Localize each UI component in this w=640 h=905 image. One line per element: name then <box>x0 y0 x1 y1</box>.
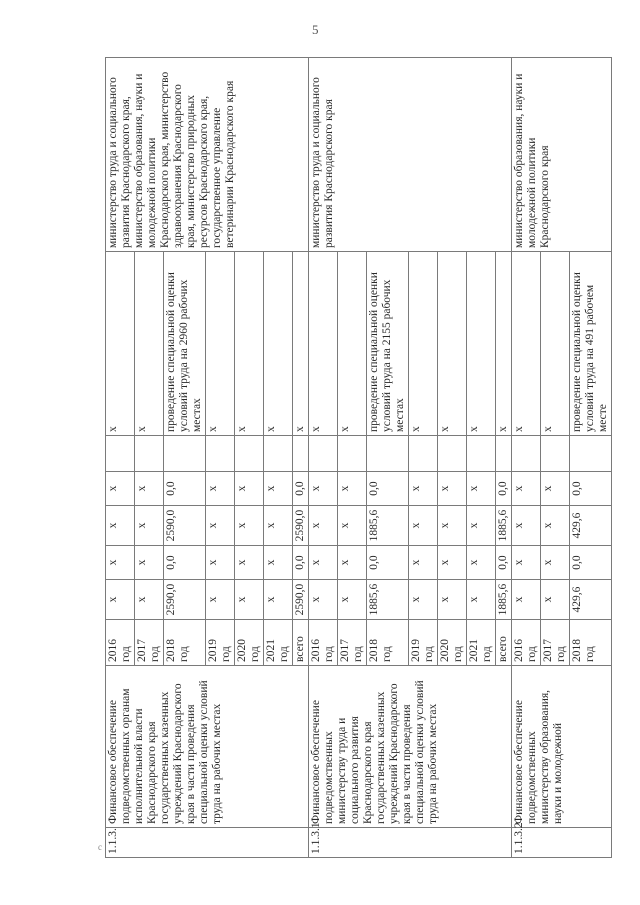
total-amount-cell: x <box>512 580 541 620</box>
activity-name-cell: Финансовое обеспечение подведомственных министерству образования, науки и молодежной <box>512 666 612 828</box>
regional-amount-cell: 1885,6 <box>496 506 512 546</box>
federal-amount-cell: x <box>438 546 467 580</box>
executor-cell: министерство труда и социального развития Краснодарского края <box>309 58 512 252</box>
indicator-cell: x <box>438 252 467 436</box>
empty-cell <box>106 436 135 472</box>
regional-amount-cell: x <box>206 506 235 546</box>
total-amount-cell: 1885,6 <box>496 580 512 620</box>
regional-amount-cell: x <box>135 506 164 546</box>
other-amount-cell: x <box>206 472 235 506</box>
regional-amount-cell: x <box>467 506 496 546</box>
corner-mark: c <box>98 842 102 852</box>
empty-cell <box>496 436 512 472</box>
federal-amount-cell: x <box>309 546 338 580</box>
regional-amount-cell: x <box>264 506 293 546</box>
total-amount-cell: x <box>409 580 438 620</box>
indicator-cell: x <box>235 252 264 436</box>
table-body <box>106 58 612 858</box>
regional-amount-cell: x <box>541 506 570 546</box>
empty-cell <box>206 436 235 472</box>
regional-amount-cell: 429,6 <box>570 506 612 546</box>
regional-amount-cell: x <box>438 506 467 546</box>
year-cell: 2019 год <box>206 620 235 666</box>
federal-amount-cell: 0,0 <box>293 546 309 580</box>
empty-cell <box>135 436 164 472</box>
year-cell: 2020 год <box>438 620 467 666</box>
federal-amount-cell: 0,0 <box>164 546 206 580</box>
activity-name-cell: Финансовое обеспечение подведомственных министерству труда и социального развития Краснодарского края государственных казенных учреждений Краснодарского края в части проведения специальной оценки условий труда на рабочих местах <box>309 666 512 828</box>
indicator-cell: x <box>338 252 367 436</box>
empty-cell <box>367 436 409 472</box>
indicator-cell: x <box>309 252 338 436</box>
regional-amount-cell: x <box>409 506 438 546</box>
other-amount-cell: x <box>309 472 338 506</box>
empty-cell <box>309 436 338 472</box>
federal-amount-cell: x <box>512 546 541 580</box>
regional-amount-cell: x <box>235 506 264 546</box>
executor-cell: министерство труда и социального развития Краснодарского края, министерство образования, науки и молодежной политики Краснодарского края, министерство здравоохранения Краснодарского края, министерство природных ресурсов Краснодарского края, государственное управление ветеринарии Краснодарского края <box>106 58 309 252</box>
federal-amount-cell: 0,0 <box>570 546 612 580</box>
empty-cell <box>570 436 612 472</box>
other-amount-cell: x <box>264 472 293 506</box>
federal-amount-cell: 0,0 <box>367 546 409 580</box>
year-cell: 2021 год <box>264 620 293 666</box>
other-amount-cell: 0,0 <box>164 472 206 506</box>
total-amount-cell: x <box>235 580 264 620</box>
year-cell: 2016 год <box>512 620 541 666</box>
indicator-cell: проведение специальной оценки условий труда на 2960 рабочих местах <box>164 252 206 436</box>
year-cell: 2018 год <box>164 620 206 666</box>
regional-amount-cell: x <box>106 506 135 546</box>
empty-cell <box>338 436 367 472</box>
other-amount-cell: x <box>338 472 367 506</box>
other-amount-cell: x <box>541 472 570 506</box>
total-amount-cell: x <box>338 580 367 620</box>
federal-amount-cell: x <box>264 546 293 580</box>
indicator-cell: x <box>541 252 570 436</box>
empty-cell <box>164 436 206 472</box>
indicator-cell: x <box>512 252 541 436</box>
indicator-cell: x <box>106 252 135 436</box>
regional-amount-cell: x <box>512 506 541 546</box>
empty-cell <box>264 436 293 472</box>
empty-cell <box>409 436 438 472</box>
federal-amount-cell: 0,0 <box>496 546 512 580</box>
activity-name-cell: Финансовое обеспечение подведомственных органам исполнительной власти Краснодарского края государственных казенных учреждений Краснодарского края в части проведения специальной оценки условий труда на рабочих местах <box>106 666 309 828</box>
regional-amount-cell: x <box>309 506 338 546</box>
year-cell: 2017 год <box>338 620 367 666</box>
year-cell: 2016 год <box>309 620 338 666</box>
indicator-cell: x <box>264 252 293 436</box>
total-amount-cell: x <box>541 580 570 620</box>
other-amount-cell: x <box>512 472 541 506</box>
other-amount-cell: x <box>235 472 264 506</box>
empty-cell <box>541 436 570 472</box>
indicator-cell: x <box>206 252 235 436</box>
indicator-cell: x <box>467 252 496 436</box>
federal-amount-cell: x <box>541 546 570 580</box>
other-amount-cell: x <box>438 472 467 506</box>
total-amount-cell: x <box>135 580 164 620</box>
total-amount-cell: 429,6 <box>570 580 612 620</box>
federal-amount-cell: x <box>467 546 496 580</box>
item-number-cell: 1.1.3.2 <box>512 828 612 858</box>
total-amount-cell: x <box>309 580 338 620</box>
empty-cell <box>467 436 496 472</box>
year-cell: всего <box>293 620 309 666</box>
other-amount-cell: x <box>467 472 496 506</box>
indicator-cell: x <box>409 252 438 436</box>
regional-amount-cell: 2590,0 <box>293 506 309 546</box>
item-number-cell: 1.1.3.1 <box>309 828 512 858</box>
rotated-table-sheet <box>105 58 609 858</box>
other-amount-cell: 0,0 <box>570 472 612 506</box>
year-cell: 2017 год <box>135 620 164 666</box>
page-number: 5 <box>312 22 319 37</box>
total-amount-cell: x <box>264 580 293 620</box>
other-amount-cell: x <box>409 472 438 506</box>
item-number-cell: 1.1.3. <box>106 828 309 858</box>
year-cell: 2017 год <box>541 620 570 666</box>
federal-amount-cell: x <box>206 546 235 580</box>
indicator-cell: проведение специальной оценки условий труда на 2155 рабочих местах <box>367 252 409 436</box>
federal-amount-cell: x <box>338 546 367 580</box>
regional-amount-cell: 1885,6 <box>367 506 409 546</box>
table-row <box>106 58 135 858</box>
total-amount-cell: 2590,0 <box>164 580 206 620</box>
federal-amount-cell: x <box>409 546 438 580</box>
total-amount-cell: x <box>106 580 135 620</box>
federal-amount-cell: x <box>106 546 135 580</box>
year-cell: 2021 год <box>467 620 496 666</box>
indicator-cell: x <box>293 252 309 436</box>
other-amount-cell: 0,0 <box>367 472 409 506</box>
federal-amount-cell: x <box>235 546 264 580</box>
indicator-cell: x <box>496 252 512 436</box>
table-row <box>512 58 541 858</box>
total-amount-cell: x <box>206 580 235 620</box>
regional-amount-cell: 2590,0 <box>164 506 206 546</box>
empty-cell <box>438 436 467 472</box>
empty-cell <box>293 436 309 472</box>
total-amount-cell: 1885,6 <box>367 580 409 620</box>
other-amount-cell: x <box>106 472 135 506</box>
year-cell: 2018 год <box>367 620 409 666</box>
year-cell: 2018 год <box>570 620 612 666</box>
year-cell: 2020 год <box>235 620 264 666</box>
total-amount-cell: x <box>467 580 496 620</box>
empty-cell <box>512 436 541 472</box>
table-row <box>309 58 338 858</box>
program-activities-table <box>105 57 612 858</box>
federal-amount-cell: x <box>135 546 164 580</box>
year-cell: всего <box>496 620 512 666</box>
other-amount-cell: 0,0 <box>496 472 512 506</box>
indicator-cell: x <box>135 252 164 436</box>
other-amount-cell: 0,0 <box>293 472 309 506</box>
other-amount-cell: x <box>135 472 164 506</box>
total-amount-cell: x <box>438 580 467 620</box>
empty-cell <box>235 436 264 472</box>
indicator-cell: проведение специальной оценки условий труда на 491 рабочем месте <box>570 252 612 436</box>
executor-cell: министерство образования, науки и молодежной политики Краснодарского края <box>512 58 612 252</box>
year-cell: 2016 год <box>106 620 135 666</box>
regional-amount-cell: x <box>338 506 367 546</box>
year-cell: 2019 год <box>409 620 438 666</box>
total-amount-cell: 2590,0 <box>293 580 309 620</box>
